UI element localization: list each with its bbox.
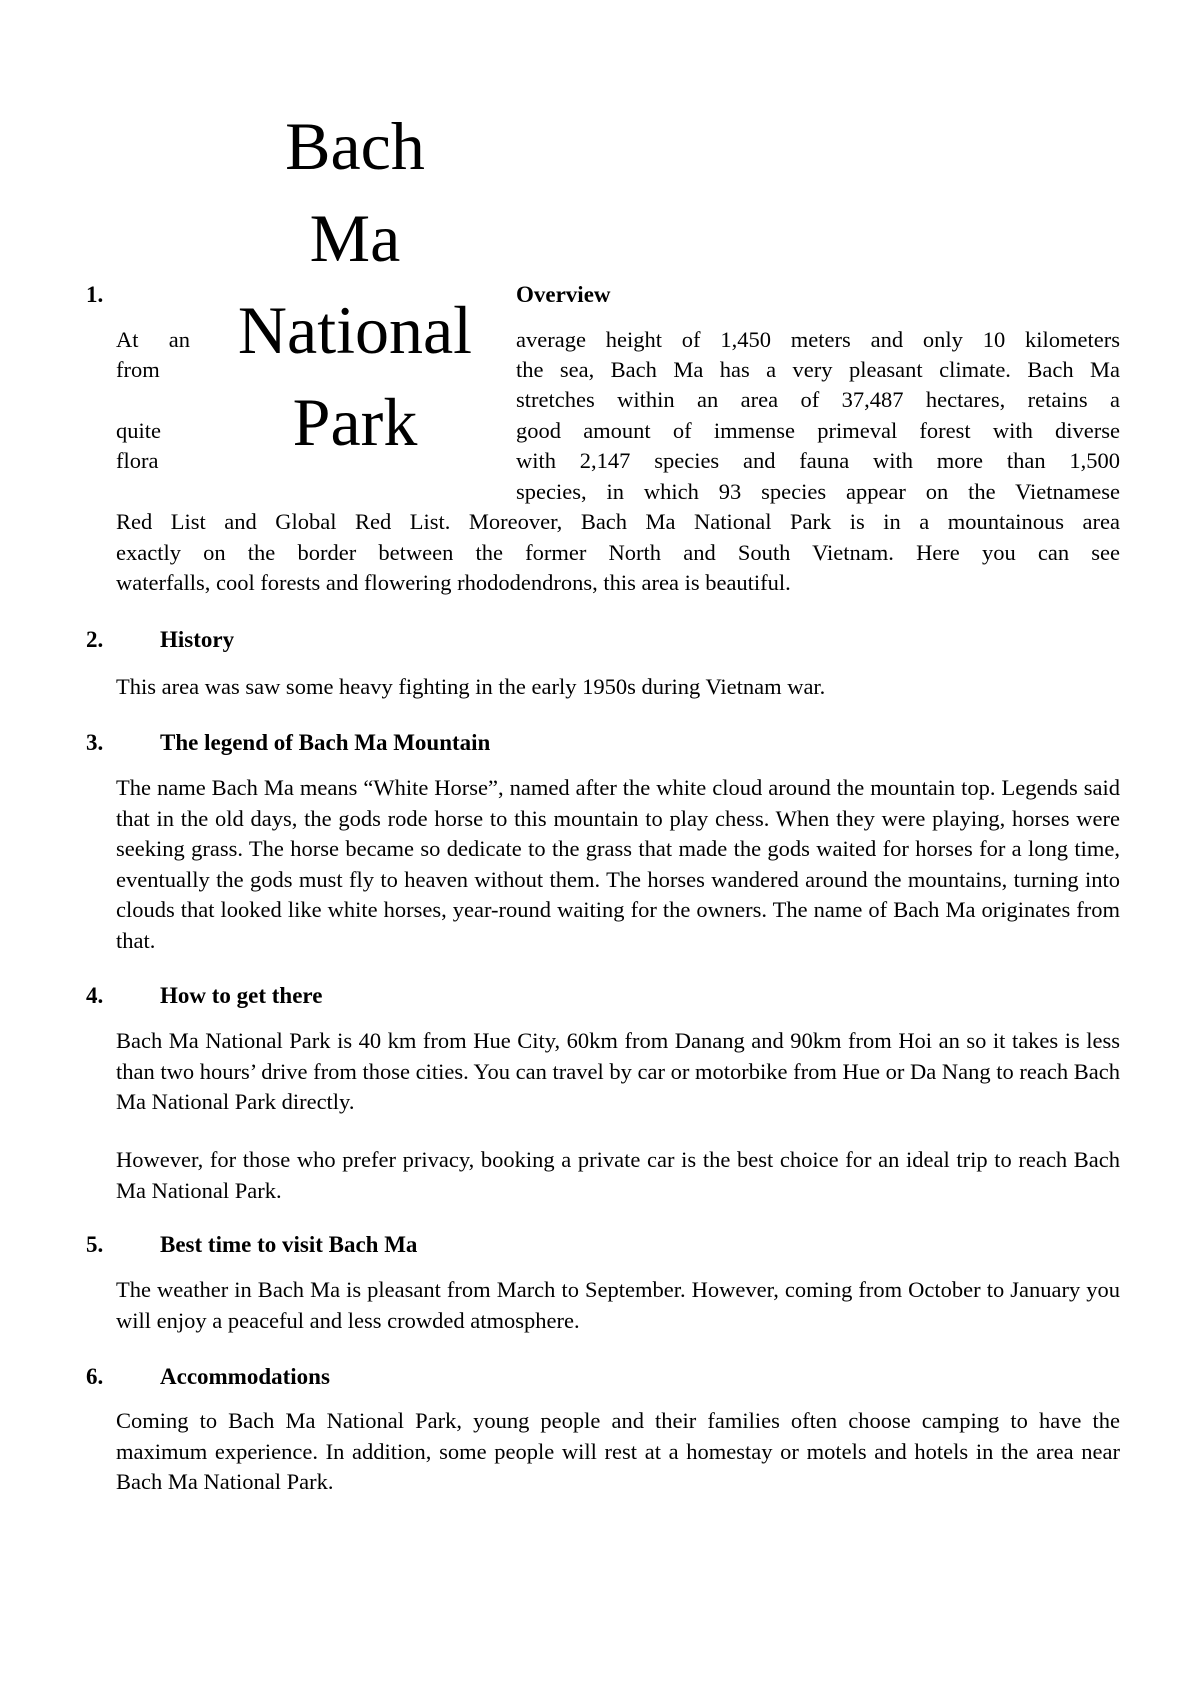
overview-left-fragment: quite xyxy=(116,418,161,443)
overview-left-fragment: At an xyxy=(116,327,190,352)
section-heading: Accommodations xyxy=(160,1364,330,1389)
section-paragraph: Bach Ma National Park is 40 km from Hue City, 60km from Danang and 90km from Hoi an so it takes is less than two hours’ drive from those cities. You can travel by car or motorbike from Hue or Da Nang to reach Bach Ma National Park directly. xyxy=(116,1028,1120,1114)
section-paragraph: The name Bach Ma means “White Horse”, named after the white cloud around the mountain top. Legends said that in the old days, the gods rode horse to this mountain to play chess. When they were playing, horses were seeking grass. The horse became so dedicate to the grass that made the gods waited for horses for a long time, eventually the gods must fly to heaven without them. The horses wandered around the mountains, turning into clouds that looked like white horses, year-round waiting for the owners. The name of Bach Ma originates from that. xyxy=(116,775,1120,953)
overview-full-line: waterfalls, cool forests and flowering rhododendrons, this area is beautiful. xyxy=(116,570,791,595)
section-number: 4. xyxy=(86,983,104,1008)
overview-right-line: with 2,147 species and fauna with more than 1,500 xyxy=(516,448,1120,473)
overview-right-line: the sea, Bach Ma has a very pleasant climate. Bach Ma xyxy=(516,357,1120,382)
section-number: 3. xyxy=(86,730,104,755)
title-word: Bach xyxy=(285,108,425,184)
section-number: 2. xyxy=(86,627,104,652)
section-heading: Overview xyxy=(516,282,611,307)
overview-right-line: good amount of immense primeval forest with diverse xyxy=(516,418,1120,443)
overview-right-line: species, in which 93 species appear on the Vietnamese xyxy=(516,479,1120,504)
title-word: Park xyxy=(292,384,418,460)
section-number: 5. xyxy=(86,1232,104,1257)
section-heading: The legend of Bach Ma Mountain xyxy=(160,730,491,755)
overview-right-line: stretches within an area of 37,487 hectares, retains a xyxy=(516,387,1120,412)
section-heading: How to get there xyxy=(160,983,323,1008)
section-paragraph: The weather in Bach Ma is pleasant from March to September. However, coming from October to January you will enjoy a peaceful and less crowded atmosphere. xyxy=(116,1277,1120,1333)
section-number: 6. xyxy=(86,1364,104,1389)
section-number: 1. xyxy=(86,282,104,307)
title-word: Ma xyxy=(309,200,401,276)
document-title xyxy=(210,108,500,480)
overview-left-fragment: flora xyxy=(116,448,159,473)
section-paragraph: However, for those who prefer privacy, booking a private car is the best choice for an ideal trip to reach Bach Ma National Park. xyxy=(116,1147,1120,1203)
overview-right-line: average height of 1,450 meters and only 10 kilometers xyxy=(516,327,1120,352)
title-word: National xyxy=(237,292,473,368)
section-heading: History xyxy=(160,627,235,652)
overview-full-line: Red List and Global Red List. Moreover, Bach Ma National Park is in a mountainous area xyxy=(116,509,1120,534)
overview-left-fragment: from xyxy=(116,357,160,382)
section-paragraph: This area was saw some heavy fighting in the early 1950s during Vietnam war. xyxy=(116,674,826,699)
section-paragraph: Coming to Bach Ma National Park, young people and their families often choose camping to have the maximum experience. In addition, some people will rest at a homestay or motels and hotels in the area near Bach Ma National Park. xyxy=(116,1408,1120,1494)
overview-full-line: exactly on the border between the former North and South Vietnam. Here you can see xyxy=(116,540,1120,565)
section-heading: Best time to visit Bach Ma xyxy=(160,1232,418,1257)
